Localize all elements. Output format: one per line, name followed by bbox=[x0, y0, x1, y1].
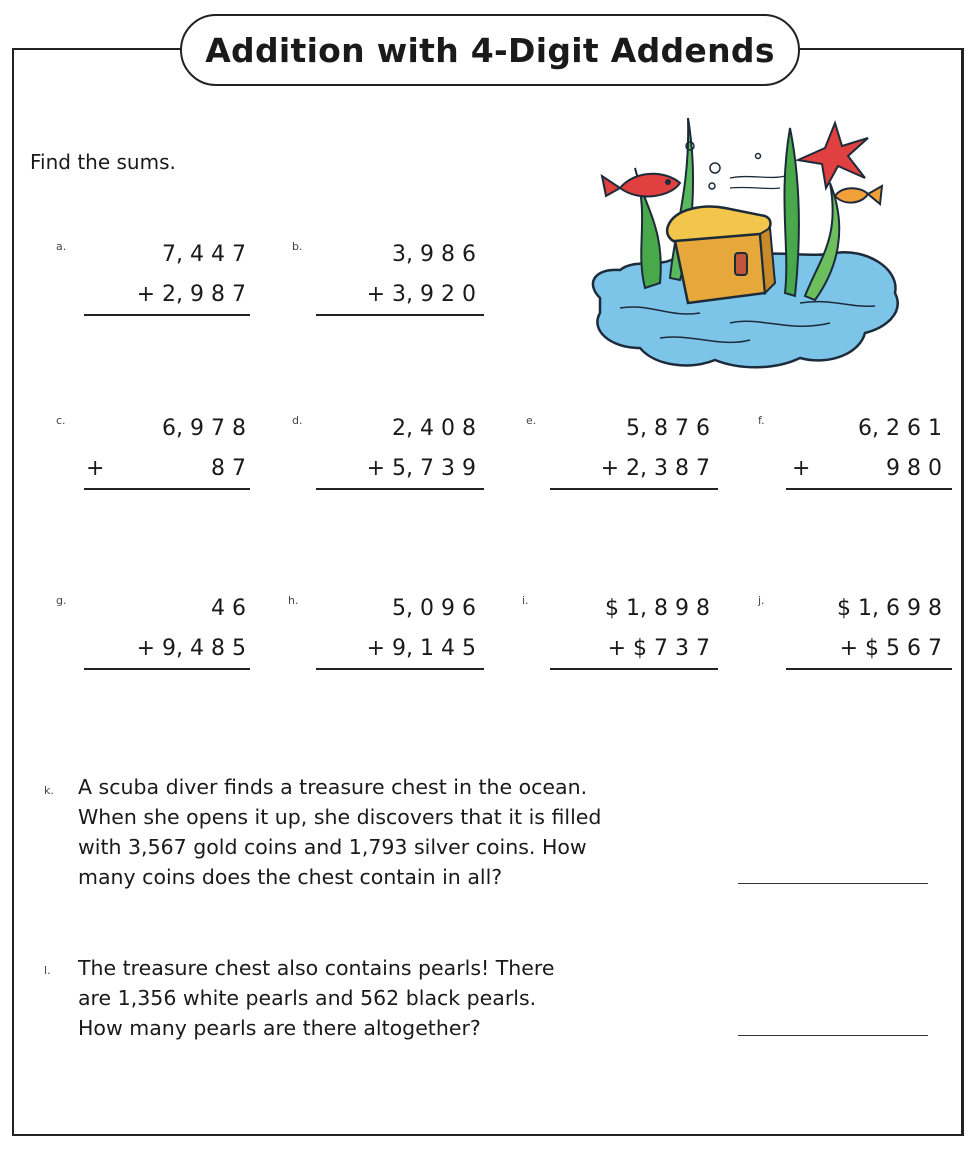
sum-line bbox=[316, 668, 484, 670]
problem-label: a. bbox=[56, 240, 67, 253]
addend-top: 2, 4 0 8 bbox=[392, 416, 476, 441]
problem-label: d. bbox=[292, 414, 303, 427]
addend-top: 5, 8 7 6 bbox=[626, 416, 710, 441]
problem-label: j. bbox=[758, 594, 765, 607]
addend-top: 4 6 bbox=[211, 596, 246, 621]
addend-bottom: + $ 5 6 7 bbox=[839, 636, 942, 661]
addend-bottom: + 2, 9 8 7 bbox=[136, 282, 246, 307]
addend-top: $ 1, 8 9 8 bbox=[605, 596, 710, 621]
word-problem-line: When she opens it up, she discovers that it is filled bbox=[78, 805, 602, 829]
addend-top: 6, 9 7 8 bbox=[162, 416, 246, 441]
sum-line bbox=[786, 488, 952, 490]
sum-line bbox=[316, 314, 484, 316]
treasure-chest-underwater-illustration bbox=[580, 108, 910, 378]
problem-label: f. bbox=[758, 414, 765, 427]
word-problem-line: are 1,356 white pearls and 562 black pearls. bbox=[78, 986, 537, 1010]
word-problem-line: with 3,567 gold coins and 1,793 silver coins. How bbox=[78, 835, 587, 859]
addend-bottom: + 9, 4 8 5 bbox=[136, 636, 246, 661]
addend-top: $ 1, 6 9 8 bbox=[837, 596, 942, 621]
red-fish bbox=[620, 174, 680, 197]
sum-line bbox=[550, 668, 718, 670]
sum-line bbox=[316, 488, 484, 490]
word-problem-line: How many pearls are there altogether? bbox=[78, 1016, 481, 1040]
sum-line bbox=[786, 668, 952, 670]
sum-line bbox=[84, 668, 250, 670]
sum-line bbox=[84, 488, 250, 490]
sum-line bbox=[84, 314, 250, 316]
problem-label: i. bbox=[522, 594, 529, 607]
word-problem-line: many coins does the chest contain in all? bbox=[78, 865, 503, 889]
addend-top: 6, 2 6 1 bbox=[858, 416, 942, 441]
word-problem-line: A scuba diver finds a treasure chest in the ocean. bbox=[78, 775, 588, 799]
addend-bottom: 9 8 0 bbox=[886, 456, 942, 481]
addend-bottom: + $ 7 3 7 bbox=[607, 636, 710, 661]
plus-sign: + bbox=[792, 456, 811, 481]
addend-bottom: + 2, 3 8 7 bbox=[600, 456, 710, 481]
word-problem-l bbox=[78, 953, 554, 1043]
addend-bottom: + 5, 7 3 9 bbox=[366, 456, 476, 481]
page-title: Addition with 4-Digit Addends bbox=[205, 30, 775, 70]
problem-label: g. bbox=[56, 594, 67, 607]
addend-bottom: 8 7 bbox=[211, 456, 246, 481]
word-problem-label: k. bbox=[44, 784, 54, 797]
problem-label: b. bbox=[292, 240, 303, 253]
plus-sign: + bbox=[86, 456, 105, 481]
addend-bottom: + 9, 1 4 5 bbox=[366, 636, 476, 661]
problem-label: e. bbox=[526, 414, 537, 427]
chest-body bbox=[675, 234, 765, 303]
answer-line-k[interactable] bbox=[738, 883, 928, 884]
seaweed-right bbox=[784, 128, 798, 296]
problem-label: c. bbox=[56, 414, 66, 427]
answer-line-l[interactable] bbox=[738, 1035, 928, 1036]
sum-line bbox=[550, 488, 718, 490]
addend-top: 5, 0 9 6 bbox=[392, 596, 476, 621]
word-problem-k bbox=[78, 772, 601, 892]
orange-fish bbox=[835, 188, 868, 202]
addend-top: 3, 9 8 6 bbox=[392, 242, 476, 267]
title-banner bbox=[180, 14, 800, 86]
problem-label: h. bbox=[288, 594, 299, 607]
addend-bottom: + 3, 9 2 0 bbox=[366, 282, 476, 307]
word-problem-label: l. bbox=[44, 964, 51, 977]
addend-top: 7, 4 4 7 bbox=[162, 242, 246, 267]
red-starfish bbox=[798, 123, 868, 188]
word-problem-line: The treasure chest also contains pearls! There bbox=[78, 956, 555, 980]
instructions: Find the sums. bbox=[30, 150, 176, 174]
